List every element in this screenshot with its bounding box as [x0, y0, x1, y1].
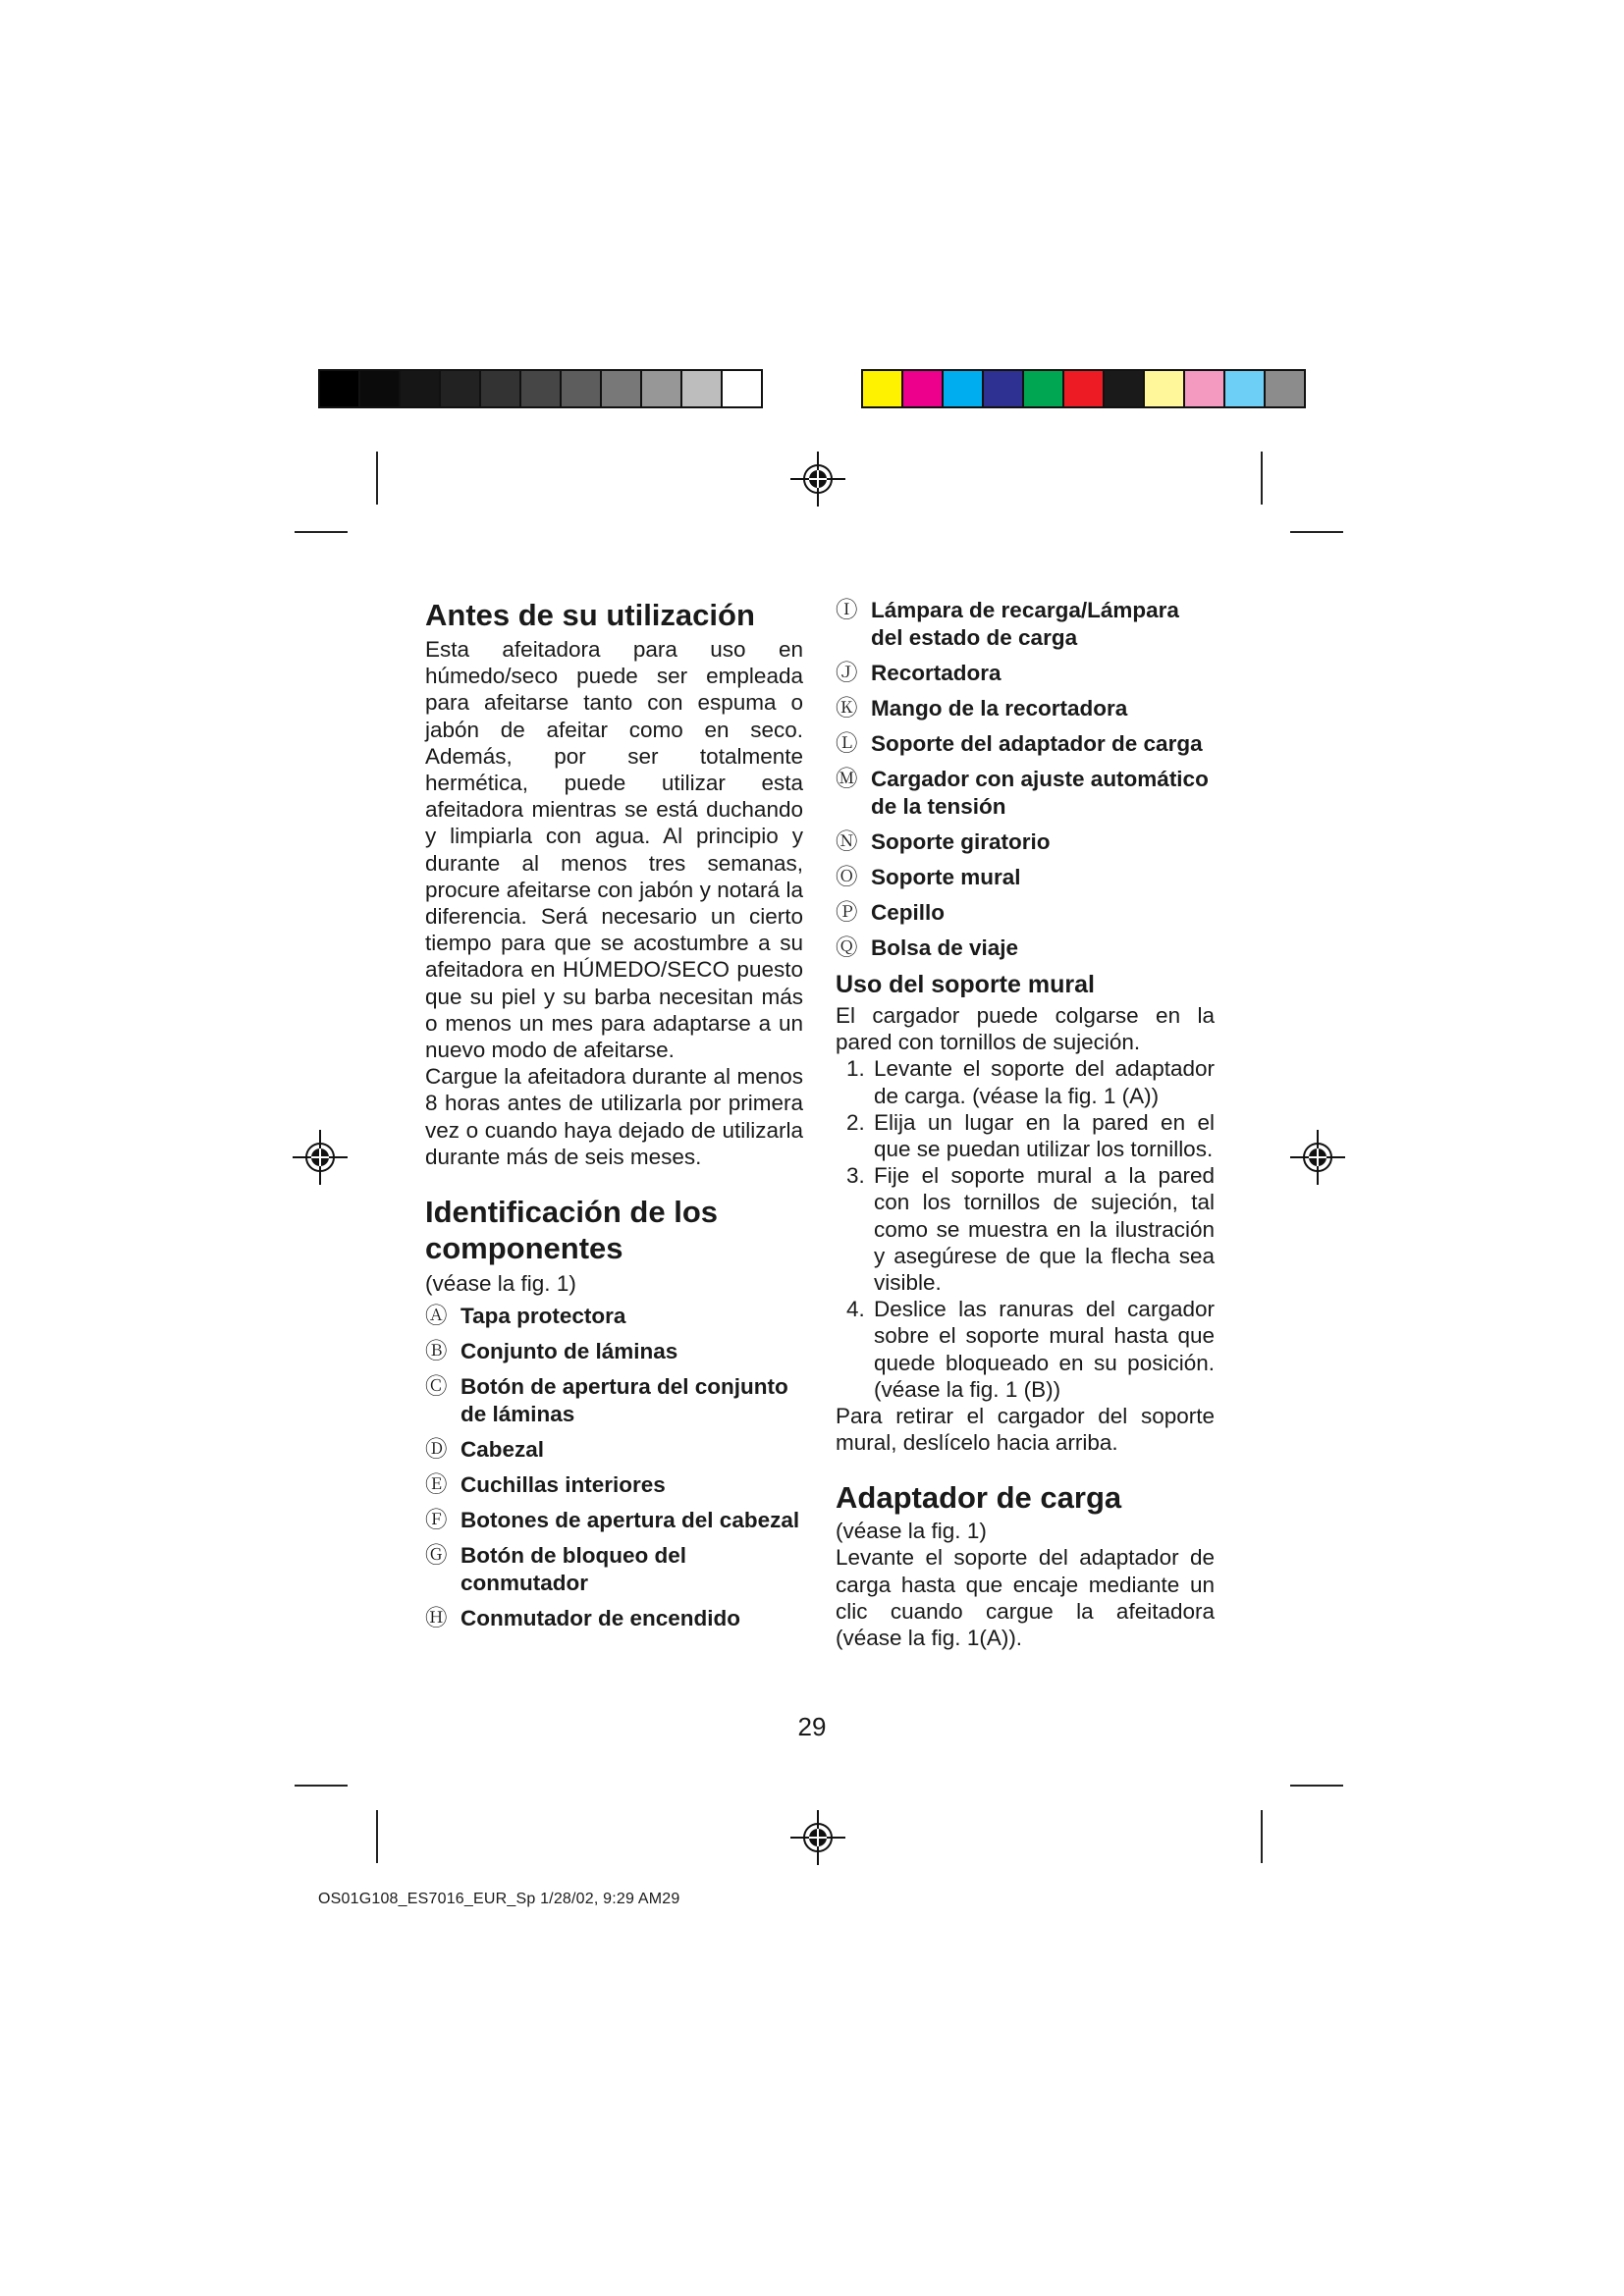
section-heading-soporte-mural: Uso del soporte mural — [836, 971, 1095, 998]
color-swatch — [942, 369, 984, 408]
list-item: Ⓖ Botón de bloqueo del conmutador — [425, 1543, 686, 1596]
list-item: Ⓙ Recortadora — [836, 661, 1001, 685]
charge-paragraph: Cargue la afeitadora durante al menos 8 horas antes de utilizarla por primera vez o cuando haya dejado de utilizarla durante más de seis meses. — [425, 1064, 803, 1169]
list-item: Ⓠ Bolsa de viaje — [836, 935, 1019, 960]
crop-mark — [1290, 531, 1343, 533]
color-swatch — [318, 369, 360, 408]
components-list-left — [425, 1303, 803, 1632]
crop-mark — [1261, 1810, 1263, 1863]
crop-mark — [295, 531, 348, 533]
list-item: Ⓛ Soporte del adaptador de carga — [836, 731, 1203, 756]
color-swatch — [439, 369, 481, 408]
step-number: 3. — [846, 1163, 865, 1189]
list-item: 1. Levante el soporte del adaptador de carga. (véase la fig. 1 (A)) — [846, 1056, 1215, 1108]
color-swatch — [519, 369, 562, 408]
list-item: 3. Fije el soporte mural a la pared con los tornillos de sujeción, tal como se muestra en la ilustración y asegúrese de que la flecha sea visible. — [846, 1163, 1215, 1296]
item-letter: Ⓓ — [425, 1437, 448, 1463]
list-item: Ⓝ Soporte giratorio — [836, 829, 1051, 854]
color-swatch — [399, 369, 441, 408]
color-swatch — [600, 369, 642, 408]
crop-mark — [376, 452, 378, 505]
section-heading-adaptador: Adaptador de carga — [836, 1480, 1122, 1516]
color-swatch — [1022, 369, 1064, 408]
list-item: 4. Deslice las ranuras del cargador sobre el soporte mural hasta que quede bloqueado en su posición. (véase la fig. 1 (B)) — [846, 1297, 1215, 1402]
step-number: 4. — [846, 1297, 865, 1322]
color-swatch — [1183, 369, 1225, 408]
item-letter: Ⓕ — [425, 1508, 448, 1533]
page-number: 29 — [797, 1712, 827, 1741]
item-letter: Ⓗ — [425, 1606, 448, 1631]
item-letter: Ⓠ — [836, 935, 858, 960]
list-item: Ⓔ Cuchillas interiores — [425, 1472, 666, 1498]
list-item: Ⓒ Botón de apertura del conjunto de láminas — [425, 1374, 788, 1427]
wall-outro: Para retirar el cargador del soporte mural, deslícelo hacia arriba. — [836, 1404, 1215, 1456]
components-list-right — [836, 597, 1215, 962]
item-letter: Ⓔ — [425, 1472, 448, 1498]
item-letter: Ⓑ — [425, 1339, 448, 1364]
registration-mark-icon — [790, 452, 845, 507]
color-swatch — [982, 369, 1024, 408]
color-swatch — [901, 369, 944, 408]
item-letter: Ⓐ — [425, 1304, 448, 1329]
list-item: Ⓜ Cargador con ajuste automático de la tensión — [836, 767, 1209, 819]
list-item: Ⓗ Conmutador de encendido — [425, 1606, 741, 1631]
item-letter: Ⓒ — [425, 1374, 448, 1400]
color-swatch — [721, 369, 763, 408]
crop-mark — [376, 1810, 378, 1863]
list-item: Ⓟ Cepillo — [836, 900, 946, 925]
color-swatch — [680, 369, 723, 408]
color-swatch — [1143, 369, 1185, 408]
crop-mark — [1261, 452, 1263, 505]
adapter-paragraph: Levante el soporte del adaptador de carga hasta que encaje mediante un clic cuando cargue la afeitadora (véase la fig. 1(A)). — [836, 1545, 1215, 1651]
crop-mark — [295, 1785, 348, 1787]
list-item: Ⓚ Mango de la recortadora — [836, 696, 1128, 721]
wall-steps-list — [836, 1055, 1215, 1403]
section-heading-antes: Antes de su utilización — [425, 598, 755, 632]
item-letter: Ⓞ — [836, 865, 858, 889]
list-item: Ⓐ Tapa protectora — [425, 1304, 626, 1329]
item-letter: Ⓛ — [836, 731, 858, 756]
see-figure-note: (véase la fig. 1) — [425, 1271, 576, 1297]
list-item: Ⓕ Botones de apertura del cabezal — [425, 1508, 800, 1533]
item-letter: Ⓘ — [836, 598, 858, 622]
color-swatch — [1223, 369, 1266, 408]
see-figure-note: (véase la fig. 1) — [836, 1519, 987, 1544]
item-letter: Ⓜ — [836, 767, 858, 791]
list-item: Ⓞ Soporte mural — [836, 865, 1021, 889]
list-item: Ⓑ Conjunto de láminas — [425, 1339, 678, 1364]
color-swatch — [358, 369, 401, 408]
color-swatch — [1062, 369, 1105, 408]
color-calibration-bar — [861, 369, 1304, 412]
section-heading-identificacion: Identificación de los componentes — [425, 1195, 718, 1266]
list-item: 2. Elija un lugar en la pared en el que se puedan utilizar los tornillos. — [846, 1109, 1215, 1162]
item-letter: Ⓙ — [836, 661, 858, 685]
color-swatch — [861, 369, 903, 408]
wall-intro: El cargador puede colgarse en la pared con tornillos de sujeción. — [836, 1003, 1215, 1055]
item-letter: Ⓖ — [425, 1543, 448, 1569]
right-column — [836, 597, 1215, 1651]
intro-paragraph: Esta afeitadora para uso en húmedo/seco puede ser empleada para afeitarse tanto con espuma o jabón de afeitar como en seco. Además, por ser totalmente hermética, puede utilizar esta afeitadora mientras se está duchando y limpiarla con agua. Al principio y durante al menos tres semanas, procure afeitarse con jabón y notará la diferencia. Será necesario un cierto tiempo para que se acostumbre a su afeitadora en HÚMEDO/SECO puesto que su piel y su barba necesitan más o menos un mes para adaptarse a un nuevo modo de afeitarse. — [425, 637, 803, 1063]
color-swatch — [1103, 369, 1145, 408]
registration-mark-icon — [1290, 1130, 1345, 1185]
registration-mark-icon — [293, 1130, 348, 1185]
color-swatch — [640, 369, 682, 408]
item-letter: Ⓚ — [836, 696, 858, 721]
crop-mark — [1290, 1785, 1343, 1787]
item-letter: Ⓟ — [836, 900, 858, 925]
registration-mark-icon — [790, 1810, 845, 1865]
grayscale-calibration-bar — [318, 369, 761, 412]
list-item: Ⓓ Cabezal — [425, 1437, 545, 1463]
list-item: Ⓘ Lámpara de recarga/Lámpara del estado de carga — [836, 598, 1179, 650]
color-swatch — [1264, 369, 1306, 408]
print-slug-footer: OS01G108_ES7016_EUR_Sp 1/28/02, 9:29 AM29 — [318, 1891, 680, 1907]
color-swatch — [560, 369, 602, 408]
left-column — [425, 597, 803, 1640]
item-letter: Ⓝ — [836, 829, 858, 854]
step-number: 1. — [846, 1056, 865, 1082]
color-swatch — [479, 369, 521, 408]
step-number: 2. — [846, 1109, 865, 1135]
